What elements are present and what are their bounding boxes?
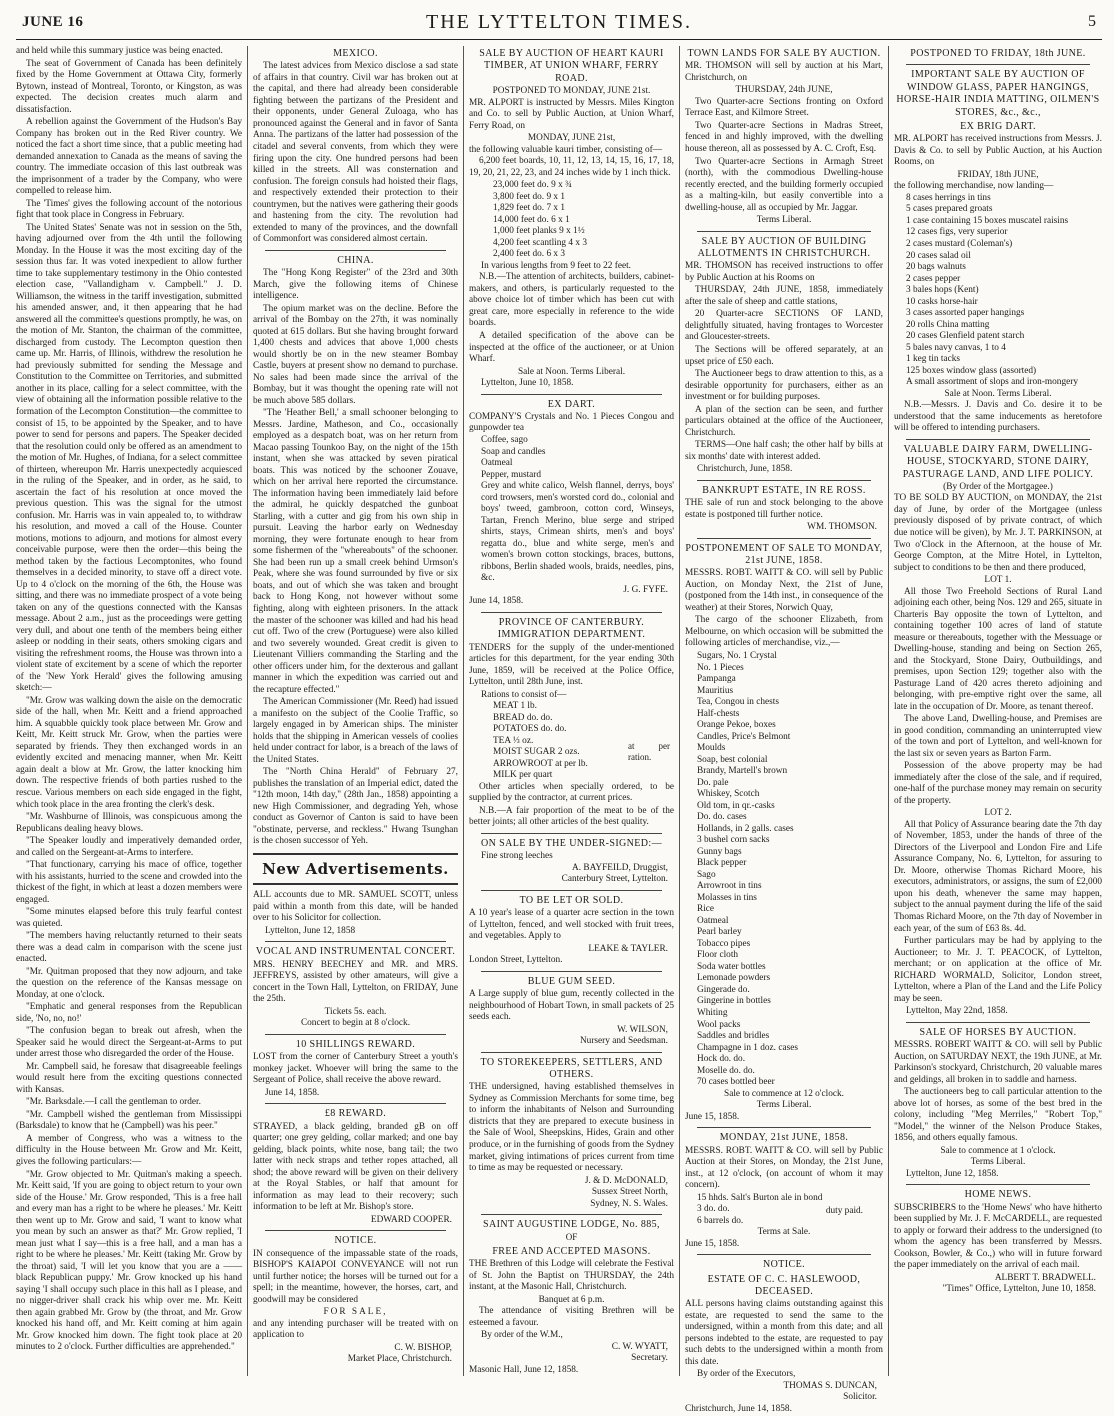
ad-body: TO BE SOLD BY AUCTION, on MONDAY, the 21st day of June, by order of the Mortgagee (unless previously disposed of by private contract, of which due notice will be given), by Mr. J. T. PARKINSON, at Two o'Clock in the Afternoon, at the house of Mr. George Compton, at the Mitre Hotel, in Lyttelton, subject to conditions to be then and there produced,	[894, 493, 1102, 573]
ad-body: MR. ALPORT has received instructions from Messrs. J. Davis & Co. to sell by Public Auction, at his Auction Rooms, on	[894, 134, 1102, 168]
list-item: Hollands, in 2 galls. cases	[697, 823, 794, 834]
list-item: Floor cloth	[697, 950, 739, 961]
ad-heading: 10 SHILLINGS REWARD.	[295, 1038, 416, 1050]
ale-list	[685, 1193, 883, 1228]
ad-signature: W. WILSON,	[617, 1024, 668, 1035]
news-paragraph: The latest advices from Mexico disclose a sad state of affairs in that country. Civil war has broken out at the capital, and there had already been considerable fighting between the partizans of the President and their opponents, under General Zuloaga, who has pronounced against the General and in favor of Santa Anna. The partizans of the latter had possession of the citadel and several convents, from which they were firing upon the city. One hundred persons had been killed in the streets. All was consternation and confusion. The foreign consuls had hoisted their flags, and respectively extended their protection to their countrymen, but the natives were gathering their goods and hastening from the city. The revolution had extended to many of the provinces, and the downfall of Commonfort was considered almost certain.	[253, 61, 458, 245]
ad-date: Lyttelton, May 22nd, 1858.	[906, 1006, 1008, 1017]
divider	[906, 1022, 1090, 1023]
list-item: Soap, best colonial	[697, 754, 768, 765]
list-item: Old tom, in qr.-casks	[697, 800, 775, 811]
ad-line: Terms Liberal.	[756, 215, 812, 226]
list-item: 23,000 feet do. 9 x ¾	[493, 180, 573, 191]
list-item: 3,800 feet do. 9 x 1	[493, 191, 566, 202]
ad-line: MONDAY, JUNE 21st,	[527, 133, 616, 144]
ad-body: MR. THOMSON will sell by auction at his Mart, Christchurch, on	[685, 61, 883, 83]
list-item: 8 cases herrings in tins	[906, 192, 991, 203]
news-paragraph: "The members having reluctantly returned to their seats there was a dead calm in comparison with the scene just enacted.	[16, 931, 242, 965]
list-item: ARROWROOT at per lb.	[493, 758, 588, 769]
divider	[481, 394, 662, 395]
list-item: Wool packs	[697, 1019, 741, 1030]
news-paragraph: "The Speaker loudly and imperatively demanded order, and called on the Sergeant-at-Arms to interfere.	[16, 836, 242, 858]
column-3-ads	[463, 46, 679, 1376]
ad-address: Sussex Street North,	[591, 1187, 668, 1198]
list-item: Saddles and bridles	[697, 1031, 770, 1042]
ad-body: N.B.—The attention of architects, builders, cabinet-makers, and others, is particularly requested to the above choice lot of timber which has been cut with great care, more especially in reference to the wide boards.	[469, 272, 674, 329]
list-item: Champagne in 1 doz. cases	[697, 1042, 798, 1053]
divider	[265, 1034, 446, 1035]
list-item: 14,000 feet do. 6 x 1	[493, 214, 570, 225]
ad-heading: NOTICE.	[334, 1235, 377, 1247]
divider	[481, 833, 662, 834]
ad-heading: FREE AND ACCEPTED MASONS.	[492, 1245, 651, 1257]
news-paragraph: The United States' Senate was not in session on the 5th, having adjourned over from the 4th until the following Monday. In the House it was the most exciting day of the session thus far. It was voted inexpedient to allow further time to take supplementary testimony in the Ohio contested election case, "Vallandigham v. Campbell." J. D. Williamson, the witness in the tariff investigation, submitted his amended answer, and, it then appearing that he had answered all the committee's questions promptly, he was, on the motion of Mr. Stanton, the chairman of the committee, discharged from custody. The Lecompton question then came up. Mr. Harris, of Illinois, withdrew the resolution he had previously submitted for sending the Message and Constitution to the Committee on Territories, and submitted another in its place, calling for a select committee, with the view of obtaining all the information possible relative to the formation of the Lecompton Constitution—the committee to consist of 15, to be appointed by the Speaker, and to have power to send for persons and papers. The Speaker decided that the resolution could only be offered as an amendment to the motion of Mr. Hughes, of Indiana, for a select committee of thirteen, whereupon Mr. Harris unexpectedly acquiesced in the ruling of the Speaker, and in order, as he said, to ascertain the fact of his resolution at once moved the previous question. This was the signal for the utmost confusion. Mr. Harris was in vain appealed to, to withdraw his resolution, and moved a call of the House. Counter motions, motions to adjourn, and motions for almost every conceivable purpose, were then the order—this being the method taken by the factious Lecomptonites, who found themselves in a decided minority, to stave off a direct vote. Up to 4 o'clock on the morning of the 6th, the House was sitting, and there was no immediate prospect of a vote being taken on any of the questions connected with the Kansas message. About 2 a.m., just as the proceedings were getting very dull, and about one tenth of the members being either asleep or nodding in their seats, others smoking cigars and visiting the refreshment rooms, the House was thrown into a violent state of excitement by a scene of which the reporter of the 'New York Herald' gives the following amusing sketch:—	[16, 222, 242, 694]
ad-address: Market Place, Christchurch.	[347, 1354, 452, 1365]
ad-line: By order of the W.M.,	[481, 1330, 563, 1341]
ad-line: OF	[565, 1232, 578, 1243]
news-paragraph: "That functionary, carrying his mace of office, together with his assistants, hurried to the scene and crowded into the thickest of the fight, in which at least a dozen members were engaged.	[16, 860, 242, 905]
ad-body: MR. ALPORT is instructed by Messrs. Miles Kington and Co. to sell by Public Auction, at Union Wharf, Ferry Road, on	[469, 97, 674, 131]
divider	[253, 883, 458, 885]
news-paragraph: "Mr. Quitman proposed that they now adjourn, and take the question on the reference of the Kansas message on Monday, at one o'clock.	[16, 966, 242, 1000]
divider	[481, 971, 662, 972]
column-5-ads	[888, 46, 1102, 1376]
news-paragraph: "Emphatic and general responses from the Republican side, 'No, no, no!'	[16, 1002, 242, 1024]
list-item: 5 cases prepared groats	[906, 204, 993, 215]
divider	[697, 1127, 871, 1128]
ad-body: Possession of the above property may be had immediately after the close of the sale, and if required, one-half of the purchase money may remain on security of the property.	[894, 761, 1102, 806]
ad-heading: TO BE LET OR SOLD.	[519, 894, 624, 906]
ad-heading: PROVINCE OF CANTERBURY. IMMIGRATION DEPARTMENT.	[497, 616, 646, 641]
lot-heading: LOT 2.	[984, 808, 1012, 819]
news-paragraph: Mr. Campbell said, he foresaw that disagreeable feelings would result here from the exciting questions connected with Kansas.	[16, 1061, 242, 1095]
ad-date: June 14, 1858.	[469, 596, 524, 607]
divider	[697, 1254, 871, 1255]
ad-date: Lyttelton, June 12, 1858	[265, 925, 356, 936]
list-item: Lemonade powders	[697, 973, 771, 984]
ration-note: at per ration.	[628, 741, 670, 763]
ad-body: Two Quarter-acre Sections in Madras Street, fenced in and highly improved, with the dwelling house thereon, all as possessed by A. C. Croft, Esq.	[685, 120, 883, 154]
list-item: Pearl barley	[697, 927, 742, 938]
list-item: 20 rolls China matting	[906, 319, 990, 330]
lot-heading: LOT 1.	[984, 575, 1012, 586]
columns	[16, 46, 1102, 1414]
ad-body: IN consequence of the impassable state of the roads, BISHOP'S KAIAPOI CONVEYANCE will not run until further notice; the horses will be turned out for a spell; in the meantime, however, the horses, cart, and goodwill may be considered	[253, 1248, 458, 1305]
news-paragraph: The "North China Herald" of February 27, publishes the translation of an Imperial edict, dated the "12th moon, 14th day," (28th Jan., 1858) appointing a new High Commissioner, and degrading Yeh, whose conduct as Governor of Canton is said to have been "obstinate, perverse, and reckless." Hwang Tsunghan is the chosen successor of Yeh.	[253, 767, 458, 847]
ad-date: Masonic Hall, June 12, 1858.	[469, 1364, 579, 1375]
ad-line: Terms Liberal.	[756, 1100, 812, 1111]
ad-heading: VOCAL AND INSTRUMENTAL CONCERT.	[255, 946, 456, 958]
news-paragraph: and held while this summary justice was being enacted.	[16, 46, 223, 56]
page-number: 5	[1088, 13, 1096, 30]
rations-list	[469, 701, 674, 782]
news-paragraph: The seat of Government of Canada has been definitely fixed by the Home Government at Ottawa City, formerly Bytown, instead of Montreal, Toronto, or Kingston, as was expected. The decision creates much alarm and dissatisfaction.	[16, 58, 242, 115]
ad-body: A Large supply of blue gum, recently collected in the neighbourhood of Hobart Town, in small packets of 25 seeds each.	[469, 989, 674, 1023]
ad-heading: ON SALE BY THE UNDER-SIGNED:—	[480, 837, 663, 849]
ad-line: By order of the Executors,	[697, 1369, 796, 1380]
list-item: Fine strong leeches	[481, 851, 553, 862]
news-paragraph: "Mr. Barksdale.—I call the gentleman to order.	[26, 1097, 201, 1108]
list-item: 2 cases mustard (Coleman's)	[906, 238, 1013, 249]
ad-address: Canterbury Street, Lyttelton.	[561, 874, 668, 885]
ad-body: MESSRS. ROBT. WAITT & CO. will sell by Public Auction at their Stores, on Monday, the 21st June, inst., at 12 o'clock, (on account of whom it may concern).	[685, 1145, 883, 1191]
merchandise-list	[894, 193, 1102, 389]
list-item: Whiting	[697, 1007, 728, 1018]
ad-body: The attendance of visiting Brethren will be esteemed a favour.	[469, 1306, 674, 1328]
list-item: 1,829 feet do. 7 x 1	[493, 203, 566, 214]
masthead	[16, 8, 1102, 40]
ad-line: Tickets 5s. each.	[324, 1006, 387, 1017]
list-item: Hock do. do.	[697, 1054, 746, 1065]
ad-date: June 15, 1858.	[685, 1238, 740, 1249]
ad-heading: TOWN LANDS FOR SALE BY AUCTION.	[687, 48, 881, 59]
ad-heading: SAINT AUGUSTINE LODGE, No. 885,	[483, 1219, 660, 1231]
ad-line: Concert to begin at 8 o'clock.	[300, 1018, 411, 1029]
ad-body: Grey and white calico, Welsh flannel, derrys, boys' cord trowsers, men's worsted cord do., colonial and boys' tweed, gambroon, cotton cord, Winseys, Tartan, French Merino, blue serge and striped shirts, stays, Crimean shirts, men's and boys' regatta do., blue and white serge, men's and women's brown cotton stockings, braces, buttons, ribbons, Berlin shaded wools, braids, needles, pins, &c.	[481, 481, 674, 584]
list-item: Pepper, mustard	[481, 469, 542, 480]
list-item: Sugars, No. 1 Crystal	[697, 651, 777, 661]
ad-line: Sale at Noon. Terms Liberal.	[517, 366, 626, 377]
ad-body: A 10 year's lease of a quarter acre section in the town of Lyttelton, fenced, and well stocked with fruit trees, and vegetables. Apply to	[469, 908, 674, 942]
ad-body: and any intending purchaser will be treated with on application to	[253, 1318, 458, 1341]
news-paragraph: "Some minutes elapsed before this truly fearful contest was quieted.	[16, 907, 242, 929]
news-paragraph: The opium market was on the decline. Before the arrival of the Bombay on the 27th, it was nominally quoted at 615 dollars. But she having brought forward 1,400 chests and advices that above 1,000 chests would shortly be on in the new steamer Bombay Castle, buyers at present show no demand to purchase. No sales had been made since the arrival of the Bombay, but it was thought the opening rate will not be much above 585 dollars.	[253, 303, 458, 406]
list-item: 1 case containing 15 boxes muscatel raisins	[906, 215, 1069, 226]
duty-note: duty paid.	[825, 1205, 863, 1216]
ad-body: The Auctioneer begs to draw attention to this, as a desirable opportunity for purchasers, either as an investment or for building purposes.	[685, 369, 883, 403]
ad-body: N.B.—A fair proportion of the meat to be of the better joints; all other articles of the best quality.	[469, 805, 674, 828]
ad-body: TENDERS for the supply of the under-mentioned articles for this department, for the year ending 30th June, 1859, will be received at the Police Office, Lyttelton, until 28th June, inst.	[469, 642, 674, 688]
ad-heading: NOTICE.	[763, 1259, 805, 1271]
ad-body: THE undersigned, having established themselves in Sydney as Commission Merchants for some time, beg to inform the inhabitants of Nelson and Surrounding districts that they are prepared to execute business in the Sale of Wool, Sheepskins, Hides, Grain and other produce, or in the furnishing of goods from the Sydney market, giving intimations of prices current from time to time as may be requested or necessary.	[469, 1082, 675, 1174]
list-item: Do. do. cases	[697, 812, 747, 823]
list-item: MOIST SUGAR 2 ozs.	[493, 747, 580, 758]
ad-heading: HOME NEWS.	[964, 1189, 1032, 1201]
ad-line: Rations to consist of—	[481, 689, 567, 700]
ad-date: Lyttelton, June 12, 1858.	[906, 1168, 999, 1179]
ad-heading: ESTATE OF C. C. HASLEWOOD, DECEASED.	[707, 1273, 861, 1297]
list-item: Whiskey, Scotch	[697, 789, 760, 800]
list-item: A small assortment of slops and iron-mongery	[906, 377, 1078, 388]
list-item: Sago	[697, 869, 716, 880]
list-item: Gingerade do.	[697, 984, 750, 995]
ad-body: THE Brethren of this Lodge will celebrate the Festival of St. John the Baptist on THURSDAY, the 24th instant, at the Masonic Hall, Christchurch.	[469, 1259, 674, 1293]
list-item: Gunny bags	[697, 846, 742, 857]
news-paragraph: The "Hong Kong Register" of the 23rd and 30th March, give the following items of Chinese intelligence.	[253, 268, 458, 302]
news-paragraph: A member of Congress, who was a witness to the difficulty in the House between Mr. Grow and Mr. Keitt, gives the following particulars:—	[16, 1133, 242, 1167]
ad-body: MESSRS. ROBT. WAITT & CO. will sell by Public Auction, on Monday Next, the 21st of June, (postponed from the 14th inst., in consequence of the weather) at their Stores, Norwich Quay,	[685, 568, 883, 613]
issue-date: JUNE 16	[22, 14, 84, 30]
divider	[481, 890, 662, 891]
list-item: Do. pale	[697, 777, 729, 788]
ad-body: LOST from the corner of Canterbury Street a youth's monkey jacket. Whoever will bring the same to the Sergeant of Police, shall receive the above reward.	[253, 1052, 458, 1086]
news-paragraph: A rebellion against the Government of the Hudson's Bay Company has broken out in the Red River country. We noticed the fact a short time since, that a public meeting had demanded annexation to Canada as the means of saving the country. The immediate occasion of this last outbreak was the imprisonment of a trader by the Company, who were compelled to release him.	[16, 117, 242, 197]
list-item: MEAT 1 lb.	[493, 701, 537, 712]
list-item: Arrowroot in tins	[697, 881, 762, 892]
list-item: 20 bags walnuts	[906, 262, 966, 273]
list-item: 3 do. do.	[697, 1204, 730, 1215]
ad-body: the following merchandise, now landing—	[894, 181, 1054, 192]
ad-signature: J. G. FYFE.	[623, 584, 668, 595]
list-item: Black pepper	[697, 858, 747, 869]
ad-body: All that Policy of Assurance bearing date the 7th day of November, 1853, under the hands of three of the Directors of the Liverpool and London Fire and Life Assurance Company, No. 6, Lyttelton, for assuring to Dr. Moore, otherwise Thomas Richard Moore, his executors, administrators, or assigns, the sum of £2,000 upon his death, whenever the same may happen, subject to the annual payment during the life of the said Thomas Richard Moore, on the 7th day of November in each year, of the sum of £63 8s. 4d.	[894, 819, 1102, 934]
ad-title: Secretary.	[631, 1353, 668, 1364]
divider	[697, 538, 871, 539]
ad-line: Banquet at 6 p.m.	[538, 1294, 605, 1305]
list-item: TEA ⅓ oz.	[493, 735, 534, 746]
list-item: Gingerine in bottles	[697, 996, 771, 1007]
list-item: 15 hhds. Salt's Burton ale in bond	[697, 1192, 823, 1203]
ad-body: STRAYED, a black gelding, branded gB on off quarter; one grey gelding, collar marked; and one bay gelding, black points, white nose, bang tail; the two latter with neck straps and tether ropes attached, all shod; the above reward will be given on their delivery at the Royal Stables, or half that amount for information as may lead to their recovery; such information to be left at Mr. Bishop's store.	[253, 1121, 458, 1213]
ad-body: COMPANY'S Crystals and No. 1 Pieces Congou and gunpowder tea	[469, 411, 674, 434]
list-item: 10 casks horse-hair	[906, 296, 978, 307]
news-paragraph: "The 'Heather Bell,' a small schooner belonging to Messrs. Jardine, Matheson, and Co., occasionally employed as a despatch boat, was on her return from Macao passing Tounkoo Bay, on the night of the 15th instant, when she was attacked by seven piratical boats. This was noticed by the schooner Zouave, which on her arrival here reported the circumstance. The information having been immediately laid before the admiral, he quickly despatched the gunboat Starling, with a cutter and gig from his own ship in pursuit. Leaving the harbor early on Wednesday morning, they were fortunate enough to hear from some fishermen of the "whereabouts" of the schooner. She had been run up a small creek behind Urmson's Peak, where she was found surrounded by five or six boats, and out of which she was taken and brought back to Hong Kong, not however without some fighting, along with eighteen prisoners. In the attack the master of the schooner was killed and had his head cut off. Two of the crew (Portuguese) were also killed and two severely wounded. Great credit is given to Lieutenant Villiers commanding the Starling and the other officers under him, for the dexterous and gallant manner in which the expedition was carried out and the recapture effected."	[253, 408, 458, 695]
newspaper-page	[16, 8, 1102, 1414]
list-item: Pampanga	[697, 674, 736, 685]
column-2-news	[247, 46, 463, 1376]
column-4-ads	[679, 46, 888, 1414]
list-item: 20 cases Glenfield patent starch	[906, 331, 1025, 342]
divider	[253, 853, 458, 855]
ad-line: FOR SALE,	[323, 1307, 388, 1318]
ad-line: FRIDAY, 18th JUNE,	[957, 169, 1039, 180]
list-item: Oatmeal	[481, 458, 513, 469]
ad-body: MR. THOMSON has received instructions to offer by Public Auction at his Rooms on	[685, 261, 883, 283]
divider	[906, 64, 1090, 65]
ad-heading: £8 REWARD.	[324, 1108, 387, 1120]
list-item: Tea, Congou in chests	[697, 697, 779, 708]
ad-line: Sale at Noon. Terms Liberal.	[944, 388, 1052, 399]
column-1-news	[16, 46, 247, 1376]
news-paragraph: "Mr. Campbell wished the gentleman from Mississippi (Barksdale) to know that he (Campbell) was his peer."	[16, 1109, 242, 1132]
list-item: Half-chests	[697, 708, 740, 719]
ad-line: Terms Liberal.	[970, 1157, 1026, 1168]
divider	[906, 439, 1090, 440]
news-paragraph: "Mr. Washburne of Illinois, was conspicuous among the Republicans dealing heavy blows.	[16, 812, 242, 834]
ad-heading: SALE BY AUCTION OF BUILDING ALLOTMENTS IN CHRISTCHURCH.	[697, 235, 871, 259]
section-heading: CHINA.	[337, 254, 374, 266]
ad-signature: A. BAYFEILD, Druggist,	[572, 862, 668, 873]
ad-body: THE sale of run and stock belonging to the above estate is postponed till further notice.	[685, 498, 883, 520]
list-item: 3 bushel corn sacks	[697, 835, 770, 846]
ad-address: London Street, Lyttelton.	[469, 955, 563, 966]
ad-body: A plan of the section can be seen, and further particulars obtained at the office of the Auctioneer, Christchurch.	[685, 404, 883, 438]
list-item: BREAD do. do.	[493, 712, 553, 723]
ad-heading: POSTPONEMENT OF SALE TO MONDAY, 21st JUNE, 1858.	[685, 542, 883, 566]
list-item: Candles, Price's Belmont	[697, 731, 791, 742]
section-heading: MEXICO.	[333, 48, 378, 59]
ad-heading: IMPORTANT SALE BY AUCTION OF WINDOW GLASS, PAPER HANGINGS, HORSE-HAIR INDIA MATTING, OILMEN'S STORES, &c., &c.,	[896, 69, 1100, 118]
news-paragraph: The 'Times' gives the following account of the notorious fight that took place in Congress in February.	[16, 198, 242, 221]
ad-body: N.B.—Messrs. J. Davis and Co. desire it to be understood that the same inducements as heretofore will be offered to intending purchasers.	[894, 400, 1102, 434]
list-item: Moulds	[697, 743, 726, 754]
ad-subheading: POSTPONED TO MONDAY, JUNE 21st.	[492, 86, 651, 97]
ad-subheading: (By Order of the Mortgagee.)	[943, 481, 1053, 492]
ad-heading: SALE OF HORSES BY AUCTION.	[919, 1026, 1077, 1038]
divider	[906, 1184, 1090, 1185]
ad-body: 6,200 feet boards, 10, 11, 12, 13, 14, 15, 16, 17, 18, 19, 20, 21, 22, 23, and 24 inches wide by 1 inch thick.	[469, 156, 674, 178]
ad-line: In various lengths from 9 feet to 22 feet.	[481, 260, 631, 271]
list-item: 3 cases assorted paper hangings	[906, 308, 1025, 319]
list-item: 70 cases bottled beer	[697, 1077, 775, 1088]
ad-body: Two Quarter-acre Sections in Armagh Street (north), with the commodious Dwelling-house recently erected, and the building formerly occupied as a malting-kiln, but easily convertible into a dwelling-house, all as occupied by Mr. Jaggar.	[685, 156, 883, 213]
divider	[481, 612, 662, 613]
ad-body: TERMS—One half cash; the other half by bills at six months' date with interest added.	[685, 440, 883, 462]
list-item: 1,000 feet planks 9 x 1½	[493, 226, 585, 237]
ad-address: Sydney, N. S. Wales.	[590, 1198, 668, 1209]
ad-heading: MONDAY, 21st JUNE, 1858.	[719, 1132, 849, 1144]
list-item: No. 1 Pieces	[697, 662, 744, 673]
ad-signature: WM. THOMSON.	[807, 522, 877, 533]
ad-body: Two Quarter-acre Sections fronting on Oxford Terrace East, and Kilmore Street.	[685, 96, 883, 119]
list-item: Rice	[697, 904, 715, 915]
ad-body: the following valuable kauri timber, consisting of—	[469, 144, 663, 155]
ad-signature: J. & D. McDONALD,	[584, 1175, 668, 1186]
list-item: POTATOES do. do.	[493, 724, 567, 735]
ad-date: June 14, 1858.	[265, 1087, 320, 1098]
list-item: MILK per quart	[493, 770, 553, 781]
ad-heading: TO STOREKEEPERS, SETTLERS, AND OTHERS.	[480, 1056, 663, 1081]
list-item: Brandy, Martell's brown	[697, 766, 788, 777]
news-paragraph: "The confusion began to break out afresh, when the Speaker said he would direct the Sergeant-at-Arms to put under arrest those who disregarded the order of the House.	[16, 1026, 242, 1060]
list-item: Mauritius	[697, 685, 734, 696]
ad-heading: EX BRIG DART.	[960, 120, 1036, 132]
divider	[265, 1103, 446, 1104]
ad-body: The cargo of the schooner Elizabeth, from Melbourne, on which occasion will be submitted the following articles of merchandise, viz.,—	[685, 615, 883, 649]
ad-signature: LEAKE & TAYLER.	[588, 943, 668, 954]
ad-line: Terms at Sale.	[757, 1227, 811, 1238]
cargo-list	[685, 651, 883, 1089]
ad-body: Other articles when specially ordered, to be supplied by the contractor, at current prices.	[469, 781, 674, 804]
ad-heading: VALUABLE DAIRY FARM, DWELLING-HOUSE, STOCKYARD, STONE DAIRY, PASTURAGE LAND, AND LIFE POLICY.	[902, 443, 1094, 480]
list-item: Oatmeal	[697, 915, 729, 926]
list-item: 2,400 feet do. 6 x 3	[493, 249, 566, 260]
ad-heading: EX DART.	[547, 398, 596, 410]
ad-body: 20 Quarter-acre SECTIONS OF LAND, delightfully situated, having frontages to Worcester and Gloucester-streets.	[685, 309, 883, 343]
ad-line: Sale to commence at 1 o'clock.	[940, 1145, 1056, 1156]
list-item: 4,200 feet scantling 4 x 3	[493, 237, 587, 248]
news-paragraph: "Mr. Grow was walking down the aisle on the democratic side of the hall, when Mr. Keitt and a friend approached him. A squabble quickly took place between Mr. Grow and Keitt, Mr. Keitt struck Mr. Grow, when the parties were separated by friends. They then exchanged words in an evidently excited and menacing manner, when Mr. Keitt again dealt a blow at Mr. Grow, the latter knocking him down. The respective friends of both parties rushed to the rescue. Various members on each side engaged in the fight, which took place in the area fronting the clerk's desk.	[16, 695, 242, 810]
ad-body: MRS. HENRY BEECHEY and MR. and MRS. JEFFREYS, assisted by other amateurs, will give a concert in the Town Hall, Lyttelton, on FRIDAY, June the 25th.	[253, 959, 458, 1005]
ad-date: Lyttelton, June 10, 1858.	[481, 378, 574, 389]
newspaper-title: THE LYTTELTON TIMES.	[426, 11, 692, 33]
list-item: Molasses in tins	[697, 892, 757, 903]
ad-body: THURSDAY, 24th JUNE, 1858, immediately after the sale of sheep and cattle stations,	[685, 285, 883, 307]
divider	[697, 480, 871, 481]
list-item: 20 cases salad oil	[906, 250, 971, 261]
ad-body: ALL accounts due to MR. SAMUEL SCOTT, unless paid within a month from this date, will be handed over to his Solicitor for collection.	[253, 890, 458, 924]
ad-line: Sale to commence at 12 o'clock.	[724, 1088, 844, 1099]
news-paragraph: "Mr. Grow objected to Mr. Quitman's making a speech. Mr. Keitt said, 'If you are going to object return to your own side of the House.' Mr. Grow responded, 'This is a free hall and every man has a right to be where he pleases.' Mr. Keitt then went up to Mr. Grow and said, 'I want to know what you mean by such an answer as that?' Mr. Grow replied, 'I mean just what I say—this is a free hall, and a man has a right to be where he pleases.' Mr. Keitt (taking Mr. Grow by the throat) said, 'I will let you know that you are a —— black Republican puppy.' Mr. Grow knocked up his hand saying 'I shall occupy such place in this hall as I please, and no nigger-driver shall crack his whip over me. Mr. Keitt then again grabbed Mr. Grow by (the throat, and Mr. Grow knocked his hand off, and Mr. Keitt coming at him again Mr. Grow knocked him down. The fight took place at 20 minutes to 2 o'clock. Further difficulties are apprehended."	[16, 1169, 242, 1353]
ad-heading: BLUE GUM SEED.	[527, 975, 616, 987]
ad-signature: C. W. BISHOP,	[394, 1342, 452, 1353]
list-item: 1 keg tin tacks	[906, 354, 960, 365]
ad-heading: SALE BY AUCTION OF HEART KAURI TIMBER, AT UNION WHARF, FERRY ROAD.	[479, 48, 664, 84]
ad-body: The auctioneers beg to call particular attention to the above lot of horses, as some of the best bred in the colony, including "Meg Merriles," "Robert Top," "Model," the winner of the Nelson Produce Stakes, 1856, and others equally famous.	[894, 1087, 1102, 1144]
new-advertisements-heading: New Advertisements.	[262, 859, 449, 878]
divider	[481, 1052, 662, 1053]
ad-date: Christchurch, June, 1858.	[697, 464, 793, 475]
ad-date: Christchurch, June 14, 1858.	[685, 1403, 792, 1414]
divider	[265, 941, 446, 942]
news-paragraph: The American Commissioner (Mr. Reed) had issued a manifesto on the subject of the Coolie Traffic, so largely engaged in by American ships. The minister holds that the shipping in American vessels of coolies held under contract for labor, is a breach of the laws of the United States.	[253, 697, 458, 765]
ad-title: Solicitor.	[843, 1392, 877, 1403]
list-item: 2 cases pepper	[906, 273, 961, 284]
divider	[697, 231, 871, 232]
ad-address: Nursery and Seedsman.	[579, 1036, 668, 1047]
list-item: 5 bales navy canvas, 1 to 4	[906, 342, 1006, 353]
ad-body: The above Land, Dwelling-house, and Premises are in good condition, commanding an uninterrupted view of the town and port of Lyttelton, and well-known for the last six or seven years as Barton Farm.	[894, 714, 1102, 759]
divider	[265, 250, 446, 251]
list-item: Moselle do. do.	[697, 1065, 755, 1076]
ad-signature: EDWARD COOPER.	[370, 1214, 452, 1225]
ad-body: Further particulars may be had by applying to the Auctioneer; to Mr. J. T. PEACOCK, of Lyttelton, merchant; or on application at the office of Mr. RICHARD WORMALD, Solicitor, London street, Lyttelton, where a Plan of the Land and the Life Policy may be seen.	[894, 936, 1102, 1004]
list-item: Soda water bottles	[697, 961, 766, 972]
list-item: Tobacco pipes	[697, 938, 751, 949]
ad-body: MESSRS. ROBERT WAITT & CO. will sell by Public Auction, on SATURDAY NEXT, the 19th JUNE, at Mr. Parkinson's stockyard, Christchurch, 20 valuable mares and geldings, all broken in to saddle and harness.	[894, 1040, 1102, 1085]
list-item: 12 cases figs, very superior	[906, 227, 1008, 238]
list-item: Soap and candles	[481, 446, 546, 457]
divider	[481, 1214, 662, 1215]
list-item: 3 bales hops (Kent)	[906, 285, 979, 296]
divider	[265, 1230, 446, 1231]
ad-body: A detailed specification of the above can be inspected at the office of the auctioneer, or at Union Wharf.	[469, 331, 674, 365]
ad-heading: POSTPONED TO FRIDAY, 18th JUNE.	[910, 48, 1086, 59]
ad-body: The Sections will be offered separately, at an upset price of £50 each.	[685, 345, 883, 367]
ad-date: June 15, 1858.	[685, 1111, 740, 1122]
ad-body: All those Two Freehold Sections of Rural Land adjoining each other, being Nos. 129 and 265, situate in Charteris Bay opposite the town of Lyttelton, and containing together 100 acres of land of statute measure or thereabouts, together with the Messuage or Dwelling-house, standing and being on Section 265, and the Stockyard, Stone Dairy, Outbuildings, and premises, upon Section 129; together also with the Pasturage Land of 420 acres thereto adjoining and belonging, with pre-emptive right over the same, all late in the occupation of Dr. Moore, as tenant thereof.	[894, 586, 1102, 712]
ad-body: ALL persons having claims outstanding against this estate, are requested to send the same to the undersigned, within a month from this date; and all persons indebted to the estate, are requested to pay such debts to the undersigned within a month from this date.	[685, 1299, 883, 1367]
ad-heading: BANKRUPT ESTATE, IN RE ROSS.	[702, 484, 866, 496]
list-item: Orange Pekoe, boxes	[697, 720, 776, 731]
list-item: Coffee, sago	[481, 435, 528, 445]
list-item: 6 barrels do.	[697, 1215, 744, 1226]
ad-signature: THOMAS S. DUNCAN,	[783, 1380, 877, 1391]
ad-signature: C. W. WYATT,	[611, 1341, 668, 1352]
ad-body: SUBSCRIBERS to the 'Home News' who have hitherto been supplied by Mr. J. F. McCARDELL, are requested to apply or forward their address to the undersigned (to whom the agency has been transferred by Messrs. Cookson, Bowler, & Co.,) who will in future forward the paper immediately on the arrival of each mail.	[894, 1202, 1102, 1271]
ad-address: "Times" Office, Lyttelton, June 10, 1858.	[942, 1284, 1096, 1295]
ad-signature: ALBERT T. BRADWELL.	[994, 1272, 1096, 1283]
list-item: 125 boxes window glass (assorted)	[906, 365, 1037, 376]
ad-line: THURSDAY, 24th JUNE,	[735, 85, 833, 96]
